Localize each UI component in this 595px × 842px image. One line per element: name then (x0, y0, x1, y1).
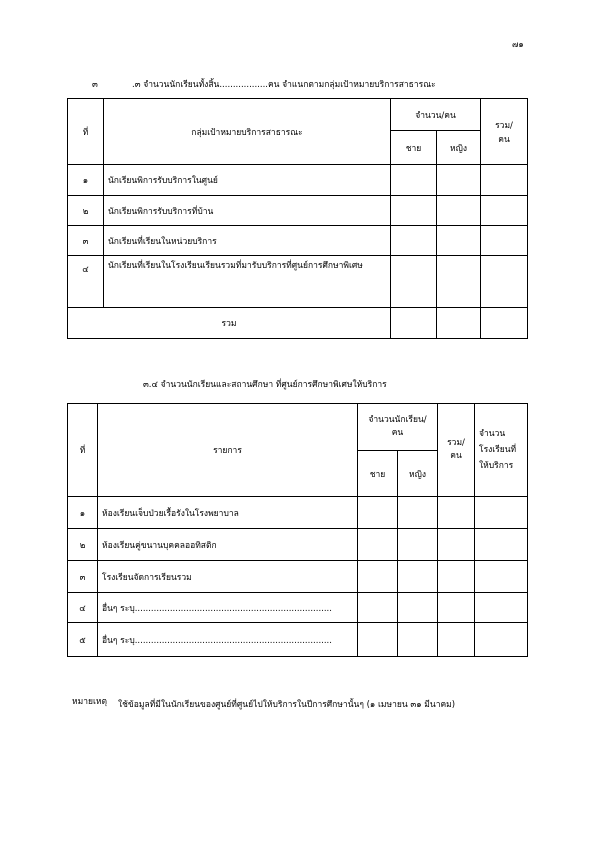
header-count: จำนวนนักเรียน/คน (358, 404, 438, 451)
cell-female (437, 226, 481, 256)
cell-male (391, 308, 437, 339)
cell-total (438, 529, 475, 561)
header-total: รวม/คน (481, 99, 528, 165)
cell-total (481, 226, 528, 256)
table-row (68, 561, 528, 593)
cell-total (481, 165, 528, 196)
header-total: รวม/คน (438, 404, 475, 497)
cell-total (481, 196, 528, 226)
header-male: ชาย (391, 131, 437, 165)
cell-schools (475, 593, 528, 623)
row-label: อื่นๆ ระบุ......................................................................... (98, 593, 358, 623)
row-no: ๑ (68, 165, 104, 196)
header-no: ที่ (68, 99, 104, 165)
row-no: ๒ (68, 529, 98, 561)
row-label: นักเรียนพิการรับบริการที่บ้าน (104, 196, 391, 226)
header-item: รายการ (98, 404, 358, 497)
header-female: หญิง (398, 451, 438, 497)
cell-male (358, 593, 398, 623)
row-no: ๕ (68, 623, 98, 657)
cell-female (437, 196, 481, 226)
cell-female (437, 165, 481, 196)
cell-female (437, 308, 481, 339)
row-no: ๔ (68, 593, 98, 623)
cell-total (438, 561, 475, 593)
header-group: กลุ่มเป้าหมายบริการสาธารณะ (104, 99, 391, 165)
cell-female (398, 529, 438, 561)
cell-female (398, 497, 438, 529)
cell-total (481, 308, 528, 339)
row-no: ๔ (68, 256, 104, 308)
total-row (68, 308, 528, 339)
section1-index: ๓ (92, 80, 98, 90)
table-row (68, 256, 528, 308)
total-label: รวม (68, 308, 391, 339)
cell-male (391, 226, 437, 256)
row-label: ห้องเรียนเจ็บป่วยเรื้อรังในโรงพยาบาล (98, 497, 358, 529)
table-row (68, 529, 528, 561)
cell-schools (475, 529, 528, 561)
note-text: ใช้ข้อมูลที่มีในนักเรียนของศูนย์ที่ศูนย์ไปให้บริการในปีการศึกษานั้นๆ (๑ เมษายน ๓๑ มีนาคม) (118, 700, 456, 710)
cell-male (391, 165, 437, 196)
schools-table (67, 403, 528, 657)
table-row (68, 165, 528, 196)
header-schools: จำนวนโรงเรียนที่ให้บริการ (475, 404, 528, 497)
table-row (68, 497, 528, 529)
header-no: ที่ (68, 404, 98, 497)
section1-heading (132, 80, 436, 90)
cell-schools (475, 561, 528, 593)
section1-heading-part1: .๓ จำนวนนักเรียนทั้งสิ้น (132, 80, 220, 90)
row-label: นักเรียนที่เรียนในโรงเรียนเรียนรวมที่มารับบริการที่ศูนย์การศึกษาพิเศษ (104, 256, 391, 308)
section2-heading: ๓.๔ จำนวนนักเรียนและสถานศึกษา ที่ศูนย์การศึกษาพิเศษให้บริการ (143, 380, 387, 390)
cell-female (437, 256, 481, 308)
table-row (68, 196, 528, 226)
cell-schools (475, 623, 528, 657)
cell-female (398, 623, 438, 657)
cell-male (358, 529, 398, 561)
row-no: ๑ (68, 497, 98, 529)
cell-total (438, 623, 475, 657)
cell-female (398, 593, 438, 623)
row-label: นักเรียนที่เรียนในหน่วยบริการ (104, 226, 391, 256)
row-no: ๒ (68, 196, 104, 226)
cell-male (358, 623, 398, 657)
note-label: หมายเหตุ (72, 697, 107, 707)
section1-heading-blank: .................. (219, 80, 268, 90)
header-count: จำนวน/คน (391, 99, 481, 131)
header-female: หญิง (437, 131, 481, 165)
header-male: ชาย (358, 451, 398, 497)
row-no: ๓ (68, 226, 104, 256)
cell-male (391, 256, 437, 308)
section1-heading-part2: คน จำแนกตามกลุ่มเป้าหมายบริการสาธารณะ (267, 80, 436, 90)
cell-schools (475, 497, 528, 529)
row-label: โรงเรียนจัดการเรียนรวม (98, 561, 358, 593)
cell-total (481, 256, 528, 308)
cell-male (358, 561, 398, 593)
table-row (68, 623, 528, 657)
cell-total (438, 497, 475, 529)
row-label: นักเรียนพิการรับบริการในศูนย์ (104, 165, 391, 196)
cell-male (358, 497, 398, 529)
row-no: ๓ (68, 561, 98, 593)
row-label: ห้องเรียนคู่ขนานบุคคลออทิสติก (98, 529, 358, 561)
table-row (68, 593, 528, 623)
target-group-table (67, 98, 528, 339)
cell-male (391, 196, 437, 226)
page-number: ๗๑ (512, 40, 524, 50)
cell-total (438, 593, 475, 623)
table-row (68, 226, 528, 256)
row-label: อื่นๆ ระบุ......................................................................... (98, 623, 358, 657)
cell-female (398, 561, 438, 593)
